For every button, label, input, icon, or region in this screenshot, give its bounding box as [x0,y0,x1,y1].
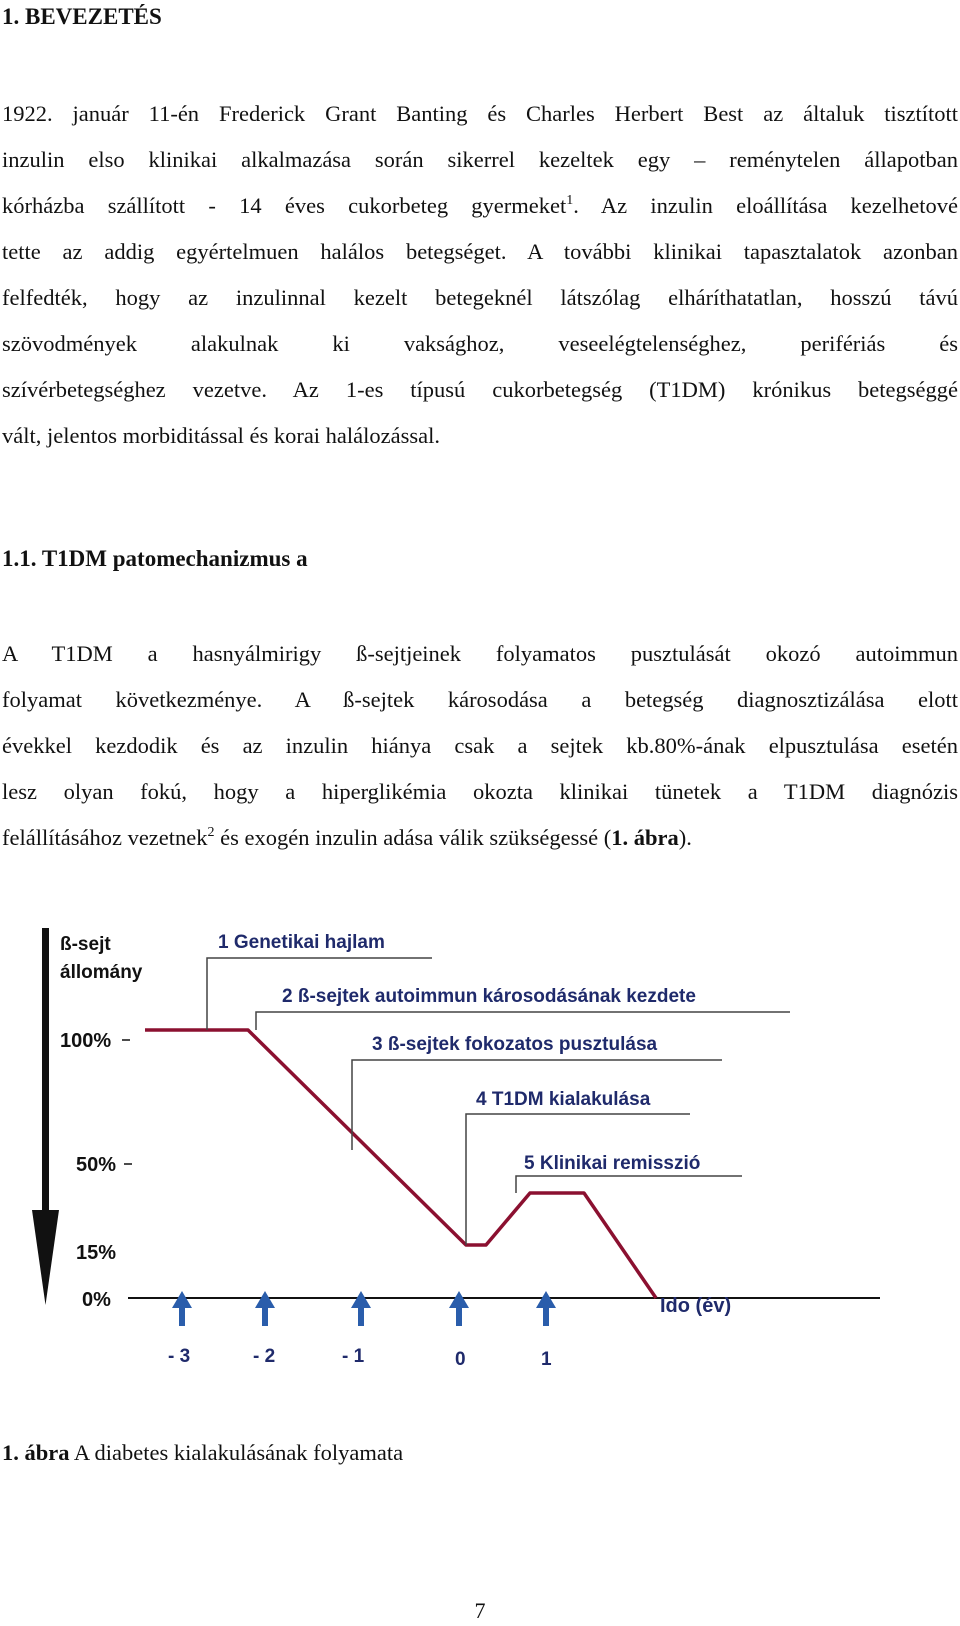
para-line: A T1DM a hasnyálmirigy ß-sejtjeinek folyamatos pusztulását okozó autoimmun [2,641,958,666]
para-line: 1922. január 11-én Frederick Grant Banting és Charles Herbert Best az általuk tisztított [2,101,958,126]
stage-label: 5 Klinikai remisszió [524,1153,701,1174]
y-arrow-head [32,1210,59,1305]
intro-paragraph [2,94,958,462]
para-line: felállításához vezetnek$^2$ és exogén inzulin adása válik szükségessé (1. ábra). [2,825,692,850]
para-line: folyamat következménye. A ß-sejtek károsodása a betegség diagnosztizálása elott [2,687,958,712]
y-tick-label: 50% [76,1154,117,1176]
time-arrows [172,1291,556,1326]
x-tick-label: 1 [541,1349,552,1370]
stage-label: 3 ß-sejtek fokozatos pusztulása [372,1034,658,1055]
up-arrow-icon [255,1291,275,1326]
y-tick-label: 100% [60,1030,112,1052]
up-arrow-icon [536,1291,556,1326]
figure-reference: 1. ábra [611,825,679,850]
y-tick-label: 15% [76,1242,117,1264]
para-line: lesz olyan fokú, hogy a hiperglikémia okozta klinikai tünetek a T1DM diagnózis [2,779,958,804]
y-title: állomány [60,962,143,983]
x-tick-label: - 2 [253,1346,276,1367]
x-axis-label: Ido (év) [660,1295,732,1317]
para-line: szívérbetegséghez vezetve. Az 1-es típusú cukorbetegség (T1DM) krónikus betegséggé [2,377,958,402]
para-line: kórházba szállított - 14 éves cukorbeteg gyermeket$^1$. Az inzulin eloállítása kezelhetové [2,193,958,218]
para-line: vált, jelentos morbiditással és korai halálozással. [2,423,441,448]
x-tick-label: - 3 [168,1346,191,1367]
footnote-ref: 1 [566,193,574,208]
stage-label: 4 T1DM kialakulása [476,1089,651,1110]
footnote-ref: 2 [207,825,215,840]
subsection-heading: 1.1. T1DM patomechanizmus a [2,546,308,571]
para-line: tette az addig egyértelmuen halálos betegséget. A további klinikai tapasztalatok azonban [2,239,958,264]
page-number: 7 [474,1598,486,1623]
stage-bracket [516,1176,742,1193]
stage-label: 1 Genetikai hajlam [218,932,385,953]
up-arrow-icon [449,1291,469,1326]
x-tick-label: - 1 [342,1346,365,1367]
stage-label: 2 ß-sejtek autoimmun károsodásának kezdete [282,986,696,1007]
x-tick-label: 0 [455,1349,466,1370]
para-line: évekkel kezdodik és az inzulin hiánya csak a sejtek kb.80%-ának elpusztulása esetén [2,733,958,758]
diabetes-progression-figure [0,920,960,1420]
y-title: ß-sejt [60,934,111,955]
para-line: felfedték, hogy az inzulinnal kezelt betegeknél látszólag elháríthatatlan, hosszú távú [2,285,958,310]
figure-caption: 1. ábra A diabetes kialakulásának folyamata [2,1440,404,1465]
section-heading: 1. BEVEZETÉS [2,4,162,29]
up-arrow-icon [351,1291,371,1326]
stage-bracket [466,1114,690,1245]
up-arrow-icon [172,1291,192,1326]
stage-bracket [256,1012,790,1030]
y-tick-label: 0% [82,1289,111,1311]
patomechanism-paragraph [2,634,958,864]
y-arrow-shaft [42,928,49,1218]
para-line: inzulin elso klinikai alkalmazása során sikerrel kezeltek egy – reménytelen állapotban [2,147,958,172]
para-line: szövodmények alakulnak ki vaksághoz, veseelégtelenséghez, perifériás és [2,331,958,356]
